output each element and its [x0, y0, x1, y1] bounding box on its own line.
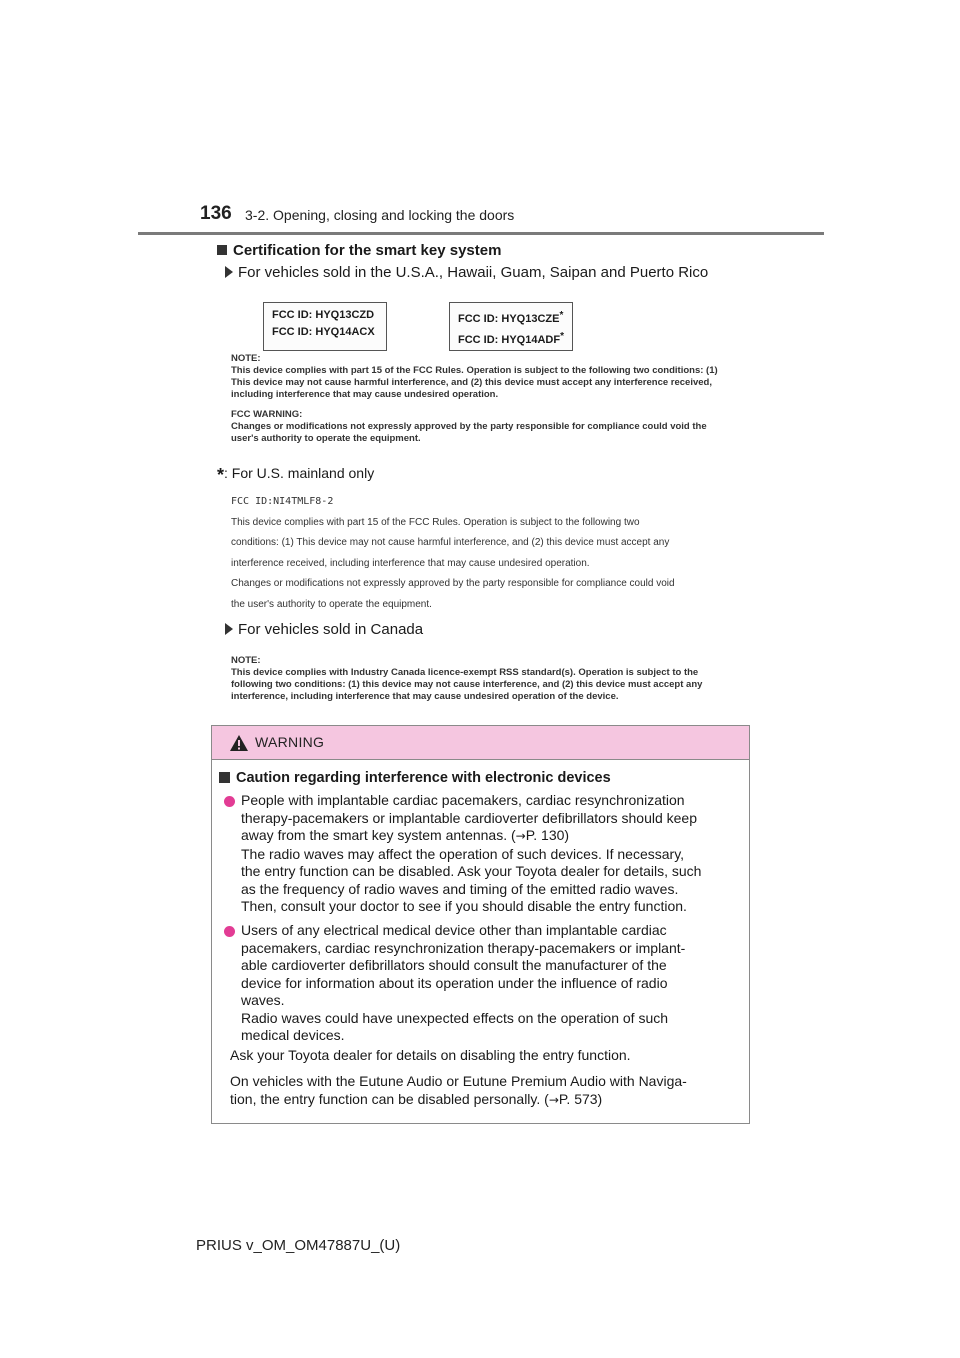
warning-subheading-text: Caution regarding interference with electronic devices	[236, 770, 611, 786]
pink-dot-bullet-icon	[224, 796, 235, 807]
triangle-bullet-icon	[225, 623, 233, 635]
warning-label: WARNING	[255, 734, 325, 750]
fcc-id-box-1	[263, 302, 387, 351]
page-reference: P. 130)	[525, 827, 570, 843]
text-line: medical devices.	[241, 1027, 345, 1043]
footnote-text: : For U.S. mainland only	[224, 465, 375, 481]
footnote-asterisk: *	[217, 465, 225, 485]
fcc2-id: FCC ID:NI4TMLF8-2	[231, 496, 334, 507]
text-line: On vehicles with the Eutune Audio or Eutune Premium Audio with Naviga-	[230, 1073, 687, 1089]
document-id: PRIUS v_OM_OM47887U_(U)	[196, 1237, 401, 1254]
fcc-id-line: FCC ID: HYQ13CZE*	[458, 310, 564, 325]
fcc2-line: Changes or modifications not expressly approved by the party responsible for compliance could void	[231, 578, 675, 589]
text-line: as the frequency of radio waves and timing of the emitted radio waves.	[241, 880, 679, 897]
canada-note-label	[231, 655, 731, 703]
page-number: 136	[200, 203, 232, 224]
canada-bullet-text: For vehicles sold in Canada	[238, 621, 424, 638]
fcc-id-line: FCC ID: HYQ14ACX	[272, 326, 375, 338]
fcc2-line: conditions: (1) This device may not cause harmful interference, and (2) this device must accept any	[231, 537, 670, 548]
pink-dot-bullet-icon	[224, 926, 235, 937]
text-line: tion, the entry function can be disabled personally. (→P. 573)	[230, 1090, 603, 1107]
fcc2-line: the user's authority to operate the equipment.	[231, 598, 432, 610]
text-line: pacemakers, cardiac resynchronization therapy-pacemakers or implant-	[241, 939, 686, 956]
text-line: therapy-pacemakers or implantable cardioverter defibrillators should keep	[241, 809, 698, 826]
fcc-warning-line: user's authority to operate the equipment.	[231, 433, 421, 444]
text-line: device for information about its operation under the influence of radio	[241, 974, 668, 991]
triangle-bullet-icon	[225, 266, 233, 278]
note-line: following two conditions: (1) this device may not cause interference, and (2) this device must accept any	[231, 679, 703, 690]
text-line: the entry function can be disabled. Ask your Toyota dealer for details, such	[241, 863, 702, 879]
usa-bullet-text: For vehicles sold in the U.S.A., Hawaii, Guam, Saipan and Puerto Rico	[238, 264, 709, 281]
fcc2-line: interference received, including interference that may cause undesired operation.	[231, 557, 590, 569]
certification-heading-text: Certification for the smart key system	[233, 242, 502, 259]
certification-heading	[217, 242, 501, 259]
asterisk-mark: *	[560, 331, 564, 342]
arrow-icon: →	[515, 829, 526, 843]
text-line: waves.	[241, 992, 285, 1008]
text-line: away from the smart key system antennas. (→P. 130)	[241, 827, 570, 843]
usa-bullet	[225, 264, 708, 281]
fcc-note-label	[231, 353, 731, 445]
note-title: NOTE:	[231, 353, 261, 364]
fcc-id-box-2	[449, 302, 573, 351]
warning-paragraph-eutune	[230, 1073, 745, 1109]
fcc-warning-line: Changes or modifications not expressly approved by the party responsible for compliance could void the	[231, 421, 707, 432]
text-line: Then, consult your doctor to see if you should disable the entry function.	[241, 898, 687, 914]
note-line: interference, including interference that may cause undesired operation of the device.	[231, 691, 619, 702]
warning-triangle-icon	[229, 734, 249, 752]
asterisk-mark: *	[559, 310, 564, 321]
section-title: 3-2. Opening, closing and locking the doors	[245, 207, 515, 223]
note-line: This device may not cause harmful interference, and (2) this device must accept any interference received,	[231, 377, 712, 388]
text-line: able cardioverter defibrillators should consult the manufacturer of the	[241, 957, 667, 973]
square-bullet-icon	[217, 245, 227, 255]
fcc-warning-title: FCC WARNING:	[231, 409, 303, 420]
canada-bullet	[225, 621, 423, 638]
warning-box	[211, 725, 750, 1124]
fcc-label-2	[231, 492, 721, 615]
fcc-id-line: FCC ID: HYQ14ADF*	[458, 331, 564, 346]
text-line: Radio waves could have unexpected effects on the operation of such	[241, 1009, 669, 1026]
text-line: People with implantable cardiac pacemakers, cardiac resynchronization	[241, 792, 685, 808]
square-bullet-icon	[219, 772, 230, 783]
note-line: including interference that may cause undesired operation.	[231, 389, 499, 400]
warning-item-medical-devices	[224, 922, 745, 1045]
note-line: This device complies with part 15 of the FCC Rules. Operation is subject to the following two conditions: (1)	[231, 365, 718, 376]
warning-paragraph-dealer: Ask your Toyota dealer for details on disabling the entry function.	[230, 1047, 631, 1063]
text-line: The radio waves may affect the operation of such devices. If necessary,	[241, 845, 685, 862]
text-line: Users of any electrical medical device other than implantable cardiac	[241, 922, 667, 938]
warning-header	[212, 726, 749, 760]
fcc2-line: This device complies with part 15 of the FCC Rules. Operation is subject to the following two	[231, 516, 640, 528]
header-rule	[138, 232, 824, 235]
warning-subheading	[219, 770, 611, 786]
arrow-icon: →	[548, 1092, 559, 1107]
page-reference: P. 573)	[558, 1090, 603, 1107]
note-line: This device complies with Industry Canada licence-exempt RSS standard(s). Operation is subject to the	[231, 667, 699, 678]
footnote	[217, 465, 374, 486]
fcc-id-line: FCC ID: HYQ13CZD	[272, 309, 375, 321]
note-title: NOTE:	[231, 655, 261, 666]
warning-item-pacemakers	[224, 792, 745, 916]
